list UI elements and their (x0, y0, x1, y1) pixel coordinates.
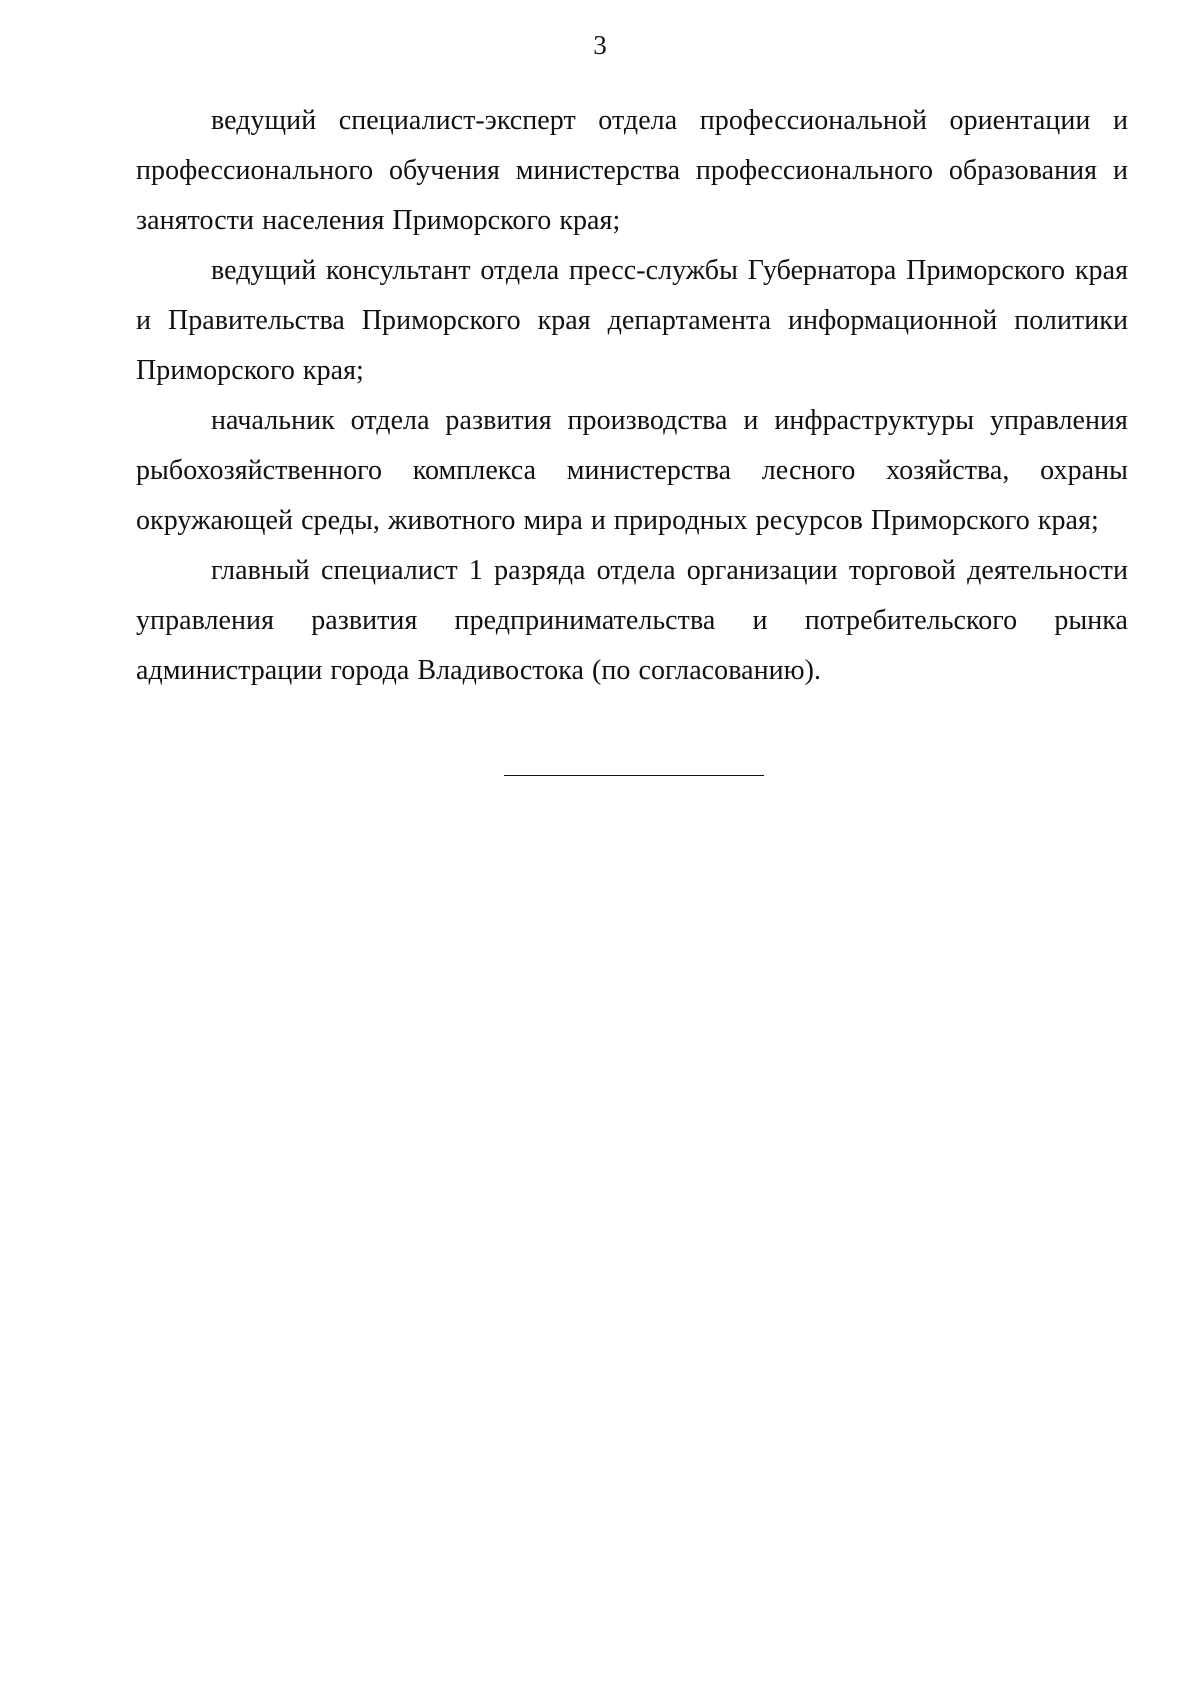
paragraph-4: главный специалист 1 разряда отдела организации торговой деятельности управления развития предпринимательства и потребительского рынка администрации города Владивостока (по согласованию). (136, 555, 1128, 686)
paragraph-2: ведущий консультант отдела пресс-службы Губернатора Приморского края и Правительства Приморского края департамента информационной политики Приморского края; (136, 255, 1128, 386)
page-number: 3 (593, 30, 607, 60)
document-body (136, 96, 1128, 696)
paragraph-1: ведущий специалист-эксперт отдела профессиональной ориентации и профессионального обучения министерства профессионального образования и занятости населения Приморского края; (136, 105, 1128, 236)
end-divider-line (504, 775, 764, 776)
paragraph-3: начальник отдела развития производства и инфраструктуры управления рыбохозяйственного комплекса министерства лесного хозяйства, охраны окружающей среды, животного мира и природных ресурсов Приморского края; (136, 405, 1128, 536)
